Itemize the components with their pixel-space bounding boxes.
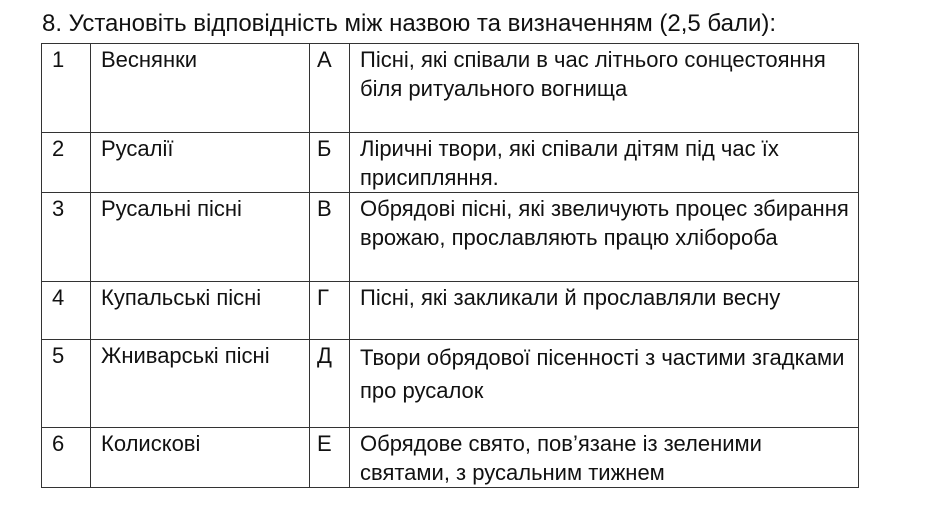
definition-letter: В [310, 193, 350, 282]
definition-letter: Д [310, 340, 350, 428]
table-row [42, 428, 859, 488]
definition-letter: Б [310, 133, 350, 193]
term-cell: Русалії [91, 133, 310, 193]
table-row [42, 282, 859, 340]
row-number: 3 [42, 193, 91, 282]
row-number: 4 [42, 282, 91, 340]
definition-cell: Обрядові пісні, які звеличують процес збирання врожаю, прославляють працю хлібороба [350, 193, 859, 282]
matching-table [41, 43, 859, 488]
definition-letter: А [310, 44, 350, 133]
definition-cell: Ліричні твори, які співали дітям під час їх присипляння. [350, 133, 859, 193]
definition-cell: Твори обрядової пісенності з частими згадками про русалок [350, 340, 859, 428]
term-cell: Купальські пісні [91, 282, 310, 340]
definition-cell: Обрядове свято, пов’язане із зеленими святами, з русальним тижнем [350, 428, 859, 488]
task-title: 8. Установіть відповідність між назвою та визначенням (2,5 бали): [42, 10, 777, 37]
term-cell: Русальні пісні [91, 193, 310, 282]
row-number: 5 [42, 340, 91, 428]
row-number: 1 [42, 44, 91, 133]
definition-cell: Пісні, які закликали й прославляли весну [350, 282, 859, 340]
term-cell: Веснянки [91, 44, 310, 133]
term-cell: Колискові [91, 428, 310, 488]
definition-letter: Е [310, 428, 350, 488]
table-row [42, 193, 859, 282]
table-row [42, 133, 859, 193]
definition-letter: Г [310, 282, 350, 340]
definition-cell: Пісні, які співали в час літнього сонцестояння біля ритуального вогнища [350, 44, 859, 133]
row-number: 6 [42, 428, 91, 488]
table-row [42, 44, 859, 133]
term-cell: Жниварські пісні [91, 340, 310, 428]
table-row [42, 340, 859, 428]
row-number: 2 [42, 133, 91, 193]
